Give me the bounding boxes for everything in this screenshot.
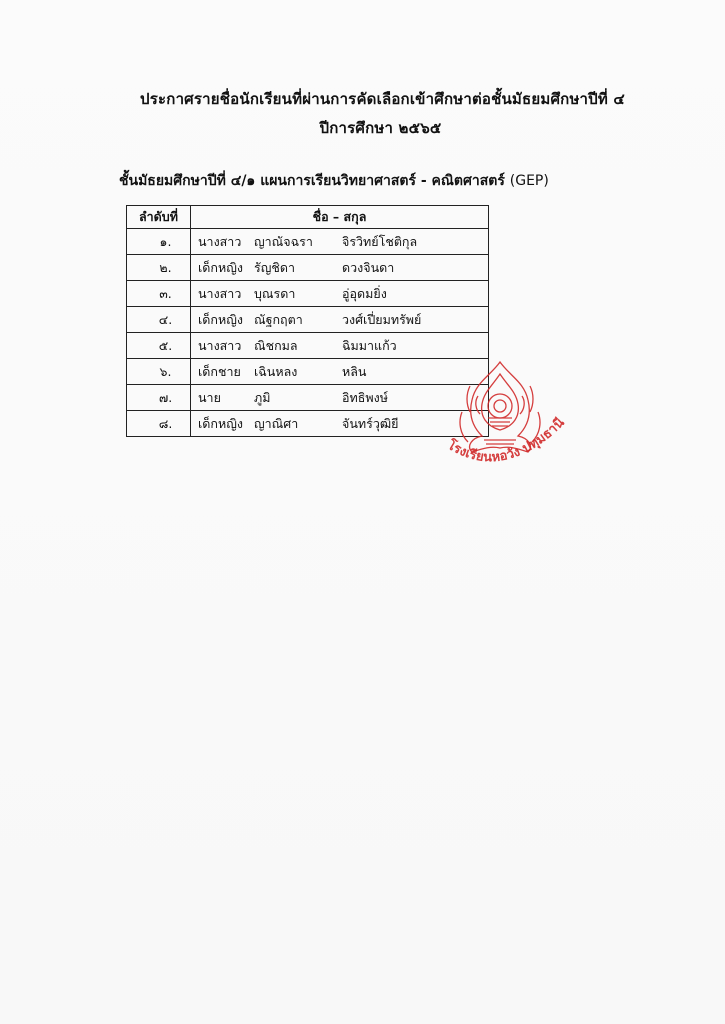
svg-text:โรงเรียนหอวัง ปทุมธานี: โรงเรียนหอวัง ปทุมธานี: [444, 415, 568, 466]
table-row: [127, 333, 489, 359]
table-header-row: [127, 206, 489, 229]
row-number: ๘.: [127, 411, 191, 437]
name-prefix: นางสาว: [198, 337, 242, 353]
first-name: ณัฐกฤตา: [254, 311, 303, 327]
seal-emblem-icon: [432, 356, 568, 492]
document-title: ประกาศรายชื่อนักเรียนที่ผ่านการคัดเลือกเข้าศึกษาต่อชั้นมัธยมศึกษาปีที่ ๔: [140, 90, 625, 108]
row-number: ๖.: [127, 359, 191, 385]
row-number: ๓.: [127, 281, 191, 307]
row-number: ๕.: [127, 333, 191, 359]
first-name: ณิชกมล: [254, 337, 298, 353]
row-name-cell: [191, 281, 489, 307]
row-number: ๒.: [127, 255, 191, 281]
first-name: บุณรดา: [254, 285, 296, 301]
first-name: ญาณัจฉรา: [254, 233, 313, 249]
section-heading-text: ชั้นมัธยมศึกษาปีที่ ๔/๑ แผนการเรียนวิทยาศาสตร์ - คณิตศาสตร์: [119, 173, 505, 189]
first-name: เฉินหลง: [254, 363, 298, 379]
section-code: (GEP): [509, 173, 549, 189]
last-name: หลิน: [342, 363, 367, 379]
row-name-cell: [191, 229, 489, 255]
name-prefix: นางสาว: [198, 233, 242, 249]
name-prefix: เด็กหญิง: [198, 259, 243, 275]
row-name-cell: [191, 307, 489, 333]
document-subtitle: ปีการศึกษา ๒๕๖๕: [319, 119, 442, 137]
header-order: ลำดับที่: [127, 206, 191, 229]
table-row: [127, 281, 489, 307]
name-prefix: เด็กหญิง: [198, 311, 243, 327]
last-name: จันทร์วุฒิยี: [342, 415, 399, 431]
first-name: ภูมิ: [254, 389, 271, 405]
last-name: ดวงจินดา: [342, 259, 395, 275]
name-prefix: นาย: [198, 389, 221, 405]
table-row: [127, 307, 489, 333]
row-number: ๑.: [127, 229, 191, 255]
first-name: ญาณิศา: [254, 415, 299, 431]
last-name: อิทธิพงษ์: [342, 389, 388, 405]
row-number: ๗.: [127, 385, 191, 411]
header-name: ชื่อ – สกุล: [191, 206, 489, 229]
last-name: อู่อุดมยิ่ง: [342, 285, 387, 301]
name-prefix: เด็กชาย: [198, 363, 241, 379]
last-name: จิรวิทย์โชติกุล: [342, 233, 418, 249]
section-heading: [119, 170, 549, 192]
first-name: รัญชิดา: [254, 259, 295, 275]
last-name: ฉิมมาแก้ว: [342, 337, 397, 353]
row-name-cell: [191, 255, 489, 281]
row-number: ๔.: [127, 307, 191, 333]
last-name: วงศ์เปี่ยมทรัพย์: [342, 311, 422, 327]
name-prefix: นางสาว: [198, 285, 242, 301]
table-row: [127, 229, 489, 255]
table-row: [127, 255, 489, 281]
name-prefix: เด็กหญิง: [198, 415, 243, 431]
row-name-cell: [191, 333, 489, 359]
school-seal-stamp: [432, 356, 568, 492]
